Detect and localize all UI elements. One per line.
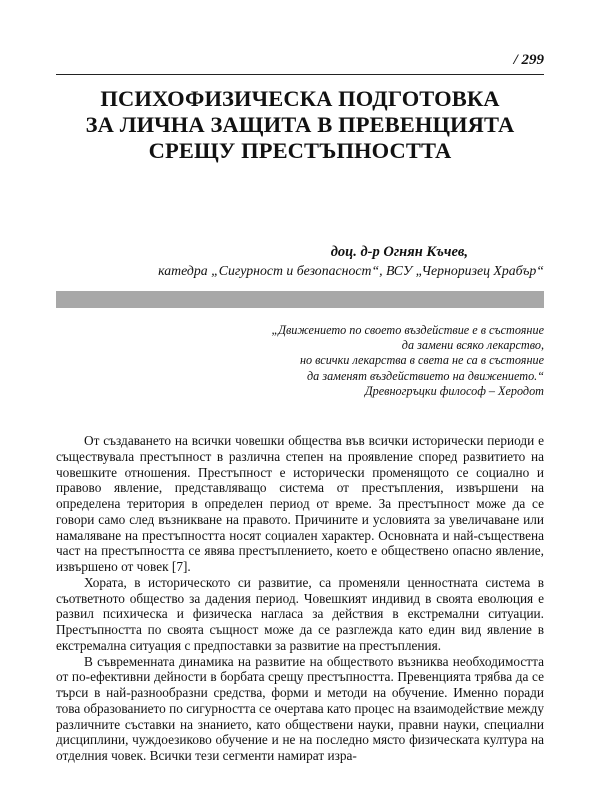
- article-body: [56, 433, 544, 764]
- body-paragraph: Хората, в историческото си развитие, са променяли ценностната система в съответното общество за дадения период. Човешкият индивид в своята еволюция е развил психическа и физическа нагласа за действия в екстремални ситуации. Престъпността по своята същност може да се разглежда като един вид явление в екстремална ситуация с предпоставки за развитие на престъпления.: [56, 574, 544, 653]
- epigraph: [271, 323, 544, 399]
- section-divider-bar: [56, 291, 544, 308]
- body-paragraph: От създаването на всички човешки общества във всички исторически периоди е съществувала престъпност в различна степен на проявление според развитието на човешките отношения. Престъпност е исторически променящото се социално и правово явление, представляващо система от престъпления, извършени на определена територия в определен период от време. За престъпност може да се говори само след възникване на правото. Причините и условията за увеличаване или намаляване на престъпността носят социален характер. Основната и най-съществена част на престъпността се явява престъплението, което е обществено опасно явление, извършено от човек [7].: [56, 433, 544, 574]
- author-affiliation: катедра „Сигурност и безопасност“, ВСУ „Черноризец Храбър“: [158, 263, 544, 278]
- body-paragraph: В съвременната динамика на развитие на обществото възниква необходимостта от по-ефективни дейности в борбата срещу престъпността. Превенцията трябва да се търси в най-разнообразни средства, форми и методи на обучение. Именно поради това образованието по сигурността се очертава като процес на взаимодействие между различните съставки на знанието, като обществени науки, правни науки, специални дисциплини, чуждоезиково обучение и не на последно място физическата култура на отделния човек. Всички тези сегменти намират изра-: [56, 653, 544, 763]
- epigraph-line: да заменят въздействието на движението.“: [307, 368, 544, 383]
- epigraph-line: но всички лекарства в света не са в състояние: [299, 353, 544, 368]
- title-line: СРЕЩУ ПРЕСТЪПНОСТТА: [148, 138, 452, 163]
- title-line: ЗА ЛИЧНА ЗАЩИТА В ПРЕВЕНЦИЯТА: [85, 112, 515, 137]
- epigraph-line: „Движението по своето въздействие е в състояние: [271, 323, 544, 337]
- page-number: / 299: [513, 52, 544, 68]
- header-rule: [56, 74, 544, 75]
- epigraph-line: да замени всяко лекарство,: [401, 338, 544, 353]
- title-line: ПСИХОФИЗИЧЕСКА ПОДГОТОВКА: [100, 86, 500, 111]
- epigraph-attribution: Древногръцки философ – Херодот: [364, 383, 544, 398]
- article-title: [56, 86, 544, 164]
- author-name: доц. д-р Огнян Къчев,: [330, 244, 468, 260]
